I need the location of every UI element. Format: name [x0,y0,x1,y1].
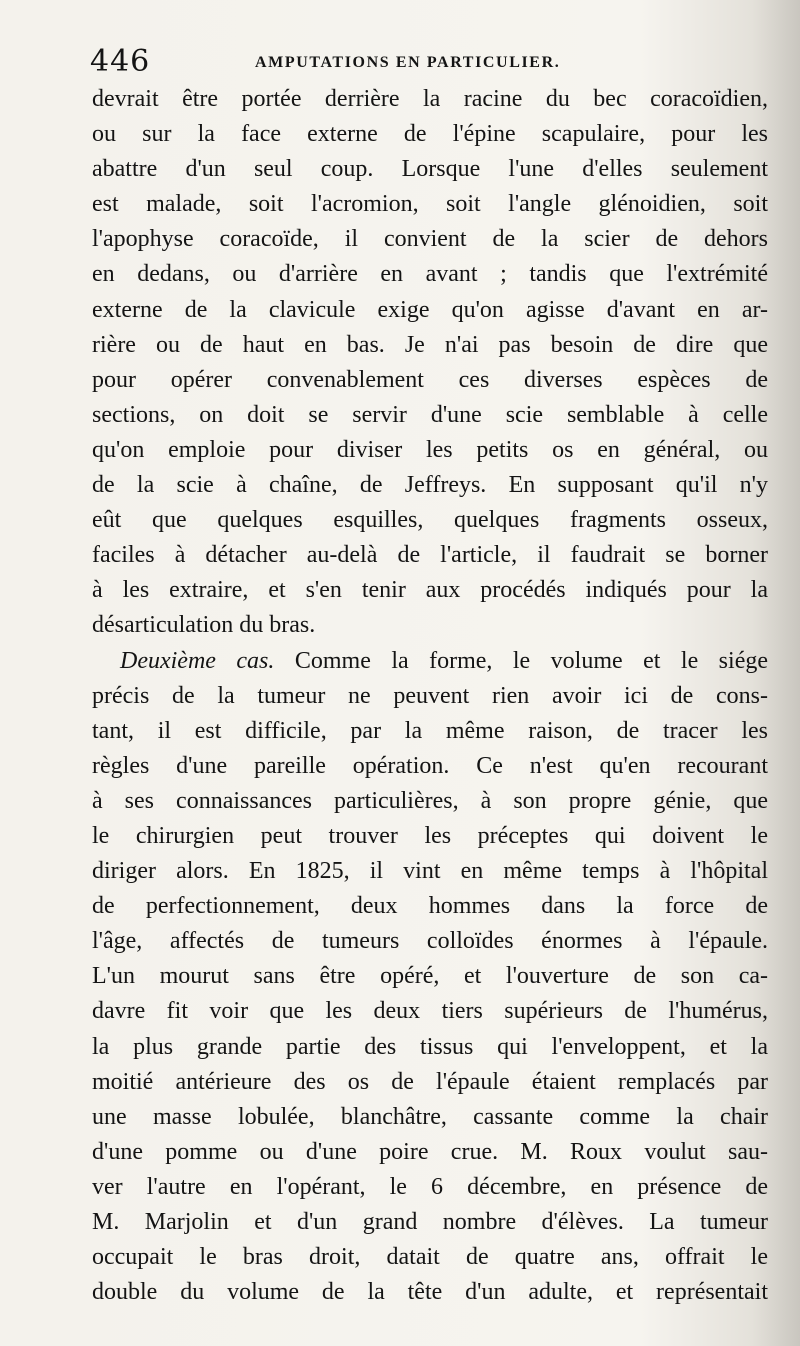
text-line: d'une pomme ou d'une poire crue. M. Roux voulut sau- [92,1138,768,1165]
text-line: une masse lobulée, blanchâtre, cassante comme la chair [92,1103,768,1130]
text-line: la plus grande partie des tissus qui l'enveloppent, et la [92,1033,768,1060]
text-line: L'un mourut sans être opéré, et l'ouverture de son ca- [92,963,768,990]
text-line: est malade, soit l'acromion, soit l'angle glénoidien, soit [92,191,768,218]
text-line: eût que quelques esquilles, quelques fragments osseux, [92,507,768,534]
text-line: moitié antérieure des os de l'épaule étaient remplacés par [92,1068,768,1095]
text-line: abattre d'un seul coup. Lorsque l'une d'elles seulement [92,156,768,183]
text-line: ver l'autre en l'opérant, le 6 décembre, en présence de [92,1173,768,1200]
text-line-first [92,644,768,679]
text-line: de la scie à chaîne, de Jeffreys. En supposant qu'il n'y [92,472,768,499]
text-line: précis de la tumeur ne peuvent rien avoir ici de cons- [92,682,768,709]
text-line: à ses connaissances particulières, à son propre génie, que [92,787,768,814]
text-line: double du volume de la tête d'un adulte, et représentait [92,1279,768,1306]
text-line: sections, on doit se servir d'une scie semblable à celle [92,401,768,428]
text-line: faciles à détacher au-delà de l'article, il faudrait se borner [92,542,768,569]
running-head [90,44,760,84]
text-line: diriger alors. En 1825, il vint en même temps à l'hôpital [92,858,768,885]
text-line: en dedans, ou d'arrière en avant ; tandis que l'extrémité [92,261,768,288]
text-line: ou sur la face externe de l'épine scapulaire, pour les [92,121,768,148]
paragraph-1 [92,82,768,644]
text-line-rest: Comme la forme, le volume et le siége [274,647,768,674]
running-title: AMPUTATIONS EN PARTICULIER. [255,54,561,71]
text-line: qu'on emploie pour diviser les petits os en général, ou [92,436,768,463]
text-line: l'apophyse coracoïde, il convient de la scier de dehors [92,226,768,253]
text-line: l'âge, affectés de tumeurs colloïdes énormes à l'épaule. [92,928,768,955]
text-line: occupait le bras droit, datait de quatre ans, offrait le [92,1244,768,1271]
text-line: devrait être portée derrière la racine du bec coracoïdien, [92,86,768,112]
page-number: 446 [90,44,151,79]
text-line: à les extraire, et s'en tenir aux procédés indiqués pour la [92,577,768,604]
text-line: davre fit voir que les deux tiers supérieurs de l'humérus, [92,998,768,1025]
paragraph-2 [92,644,768,1311]
text-line: tant, il est difficile, par la même raison, de tracer les [92,717,768,744]
text-line: rière ou de haut en bas. Je n'ai pas besoin de dire que [92,331,768,358]
text-line: règles d'une pareille opération. Ce n'est qu'en recourant [92,752,768,779]
section-heading-italic: Deuxième cas. [120,647,275,674]
text-line: de perfectionnement, deux hommes dans la force de [92,893,768,920]
body-text [92,82,768,1310]
text-line: pour opérer convenablement ces diverses espèces de [92,366,768,393]
text-line: le chirurgien peut trouver les préceptes qui doivent le [92,822,768,849]
text-line: M. Marjolin et d'un grand nombre d'élèves. La tumeur [92,1209,768,1235]
text-line: externe de la clavicule exige qu'on agisse d'avant en ar- [92,296,768,323]
text-line: désarticulation du bras. [92,612,316,639]
